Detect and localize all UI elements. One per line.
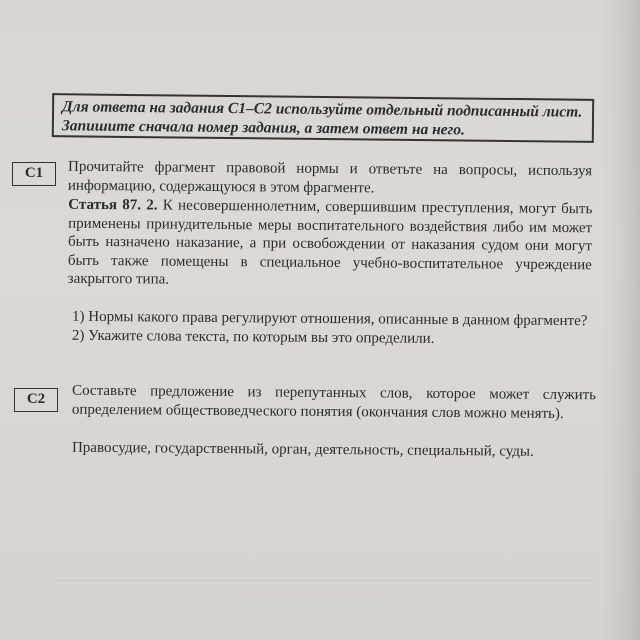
c2-task-text [72,382,596,424]
c1-intro-text [68,158,592,200]
article-paragraph [68,196,593,294]
c1-question-1: 1) Нормы какого права регулируют отношения, описанные в данном фрагменте? [72,308,588,330]
article-text: К несовершеннолетним, совершившим преступления, могут быть применены принудительные меры воспитательного воздействия либо им может быть назначено наказание, а при освобождении от наказания судом они могут быть также помещены в специальное учебно-воспитательное учреждение закрытого типа. [67,197,593,288]
task-label-c1: С1 [12,162,56,186]
c1-article-fragment [68,196,593,294]
c2-word-list [72,439,596,462]
page-shadow [600,0,640,640]
c2-words: Правосудие, государственный, орган, деятельность, специальный, суды. [71,439,534,460]
paper-texture-line [52,580,592,581]
task-label-c2: С2 [14,388,58,412]
c1-question-2: 2) Укажите слова текста, по которым вы это определили. [71,327,435,347]
instruction-box: Для ответа на задания С1–С2 используйте отдельный подписанный лист. Запишите сначала номер задания, а затем ответ на него. [52,93,594,143]
c2-instruction: Составьте предложение из перепутанных слов, которое может служить определением обществоведческого понятия (окончания слов можно менять). [71,382,597,422]
c1-intro: Прочитайте фрагмент правовой нормы и ответьте на вопросы, используя информацию, содержащуюся в этом фрагменте. [67,158,593,196]
c1-questions [72,308,596,350]
article-title: Статья 87. 2. [68,196,158,214]
